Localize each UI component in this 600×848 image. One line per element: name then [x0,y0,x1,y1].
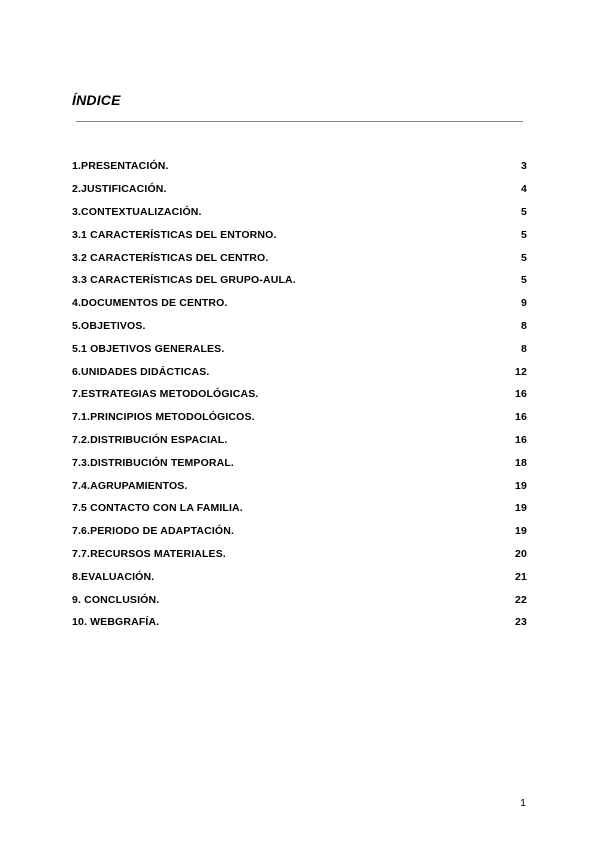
toc-entry-page: 19 [515,502,527,515]
toc-entry-label: 7.5 CONTACTO CON LA FAMILIA. [72,502,243,515]
toc-entry-label: 3.CONTEXTUALIZACIÓN. [72,205,202,218]
table-of-contents [72,155,527,634]
toc-entry-page: 21 [515,570,527,583]
toc-entry [72,520,527,543]
index-title: ÍNDICE [72,92,121,108]
toc-entry [72,565,527,588]
toc-entry-label: 7.7.RECURSOS MATERIALES. [72,547,226,560]
toc-entry-label: 8.EVALUACIÓN. [72,570,155,583]
toc-entry [72,269,527,292]
toc-entry-page: 16 [515,411,527,424]
toc-entry-page: 20 [515,547,527,560]
toc-entry [72,337,527,360]
toc-entry-label: 9. CONCLUSIÓN. [72,593,160,606]
toc-entry-label: 7.3.DISTRIBUCIÓN TEMPORAL. [72,456,234,469]
toc-entry-label: 7.2.DISTRIBUCIÓN ESPACIAL. [72,433,228,446]
toc-entry-page: 8 [521,319,527,332]
toc-entry-label: 7.6.PERIODO DE ADAPTACIÓN. [72,525,235,538]
toc-entry-page: 23 [515,616,527,629]
toc-entry [72,474,527,497]
toc-entry-label: 4.DOCUMENTOS DE CENTRO. [72,297,228,310]
toc-entry-page: 3 [521,160,527,173]
toc-entry [72,429,527,452]
toc-entry-page: 18 [515,456,527,469]
toc-entry-page: 5 [521,205,527,218]
toc-entry-label: 3.2 CARACTERÍSTICAS DEL CENTRO. [72,251,269,264]
toc-entry-page: 8 [521,342,527,355]
toc-entry [72,588,527,611]
title-divider [76,121,523,122]
toc-entry-label: 5.OBJETIVOS. [72,319,146,332]
toc-entry-page: 5 [521,274,527,287]
toc-entry [72,611,527,634]
toc-entry [72,406,527,429]
toc-entry [72,543,527,566]
toc-entry-label: 3.1 CARACTERÍSTICAS DEL ENTORNO. [72,228,277,241]
toc-entry [72,223,527,246]
toc-entry-page: 4 [521,183,527,196]
toc-entry [72,383,527,406]
toc-entry-label: 3.3 CARACTERÍSTICAS DEL GRUPO-AULA. [72,274,296,287]
toc-entry [72,178,527,201]
page-number: 1 [520,797,526,809]
toc-entry-label: 2.JUSTIFICACIÓN. [72,183,167,196]
toc-entry-page: 9 [521,297,527,310]
toc-entry [72,155,527,178]
toc-entry [72,246,527,269]
toc-entry-page: 16 [515,388,527,401]
toc-entry [72,292,527,315]
toc-entry [72,315,527,338]
toc-entry-page: 22 [515,593,527,606]
toc-entry-label: 7.4.AGRUPAMIENTOS. [72,479,188,492]
toc-entry [72,451,527,474]
toc-entry [72,497,527,520]
toc-entry-label: 7.ESTRATEGIAS METODOLÓGICAS. [72,388,259,401]
toc-entry-page: 19 [515,525,527,538]
toc-entry-page: 19 [515,479,527,492]
toc-entry [72,360,527,383]
toc-entry-label: 6.UNIDADES DIDÁCTICAS. [72,365,210,378]
toc-entry-label: 7.1.PRINCIPIOS METODOLÓGICOS. [72,411,255,424]
toc-entry-label: 1.PRESENTACIÓN. [72,160,169,173]
toc-entry [72,201,527,224]
toc-entry-page: 5 [521,228,527,241]
toc-entry-label: 10. WEBGRAFÍA. [72,616,160,629]
toc-entry-label: 5.1 OBJETIVOS GENERALES. [72,342,225,355]
toc-entry-page: 16 [515,433,527,446]
toc-entry-page: 5 [521,251,527,264]
toc-entry-page: 12 [515,365,527,378]
